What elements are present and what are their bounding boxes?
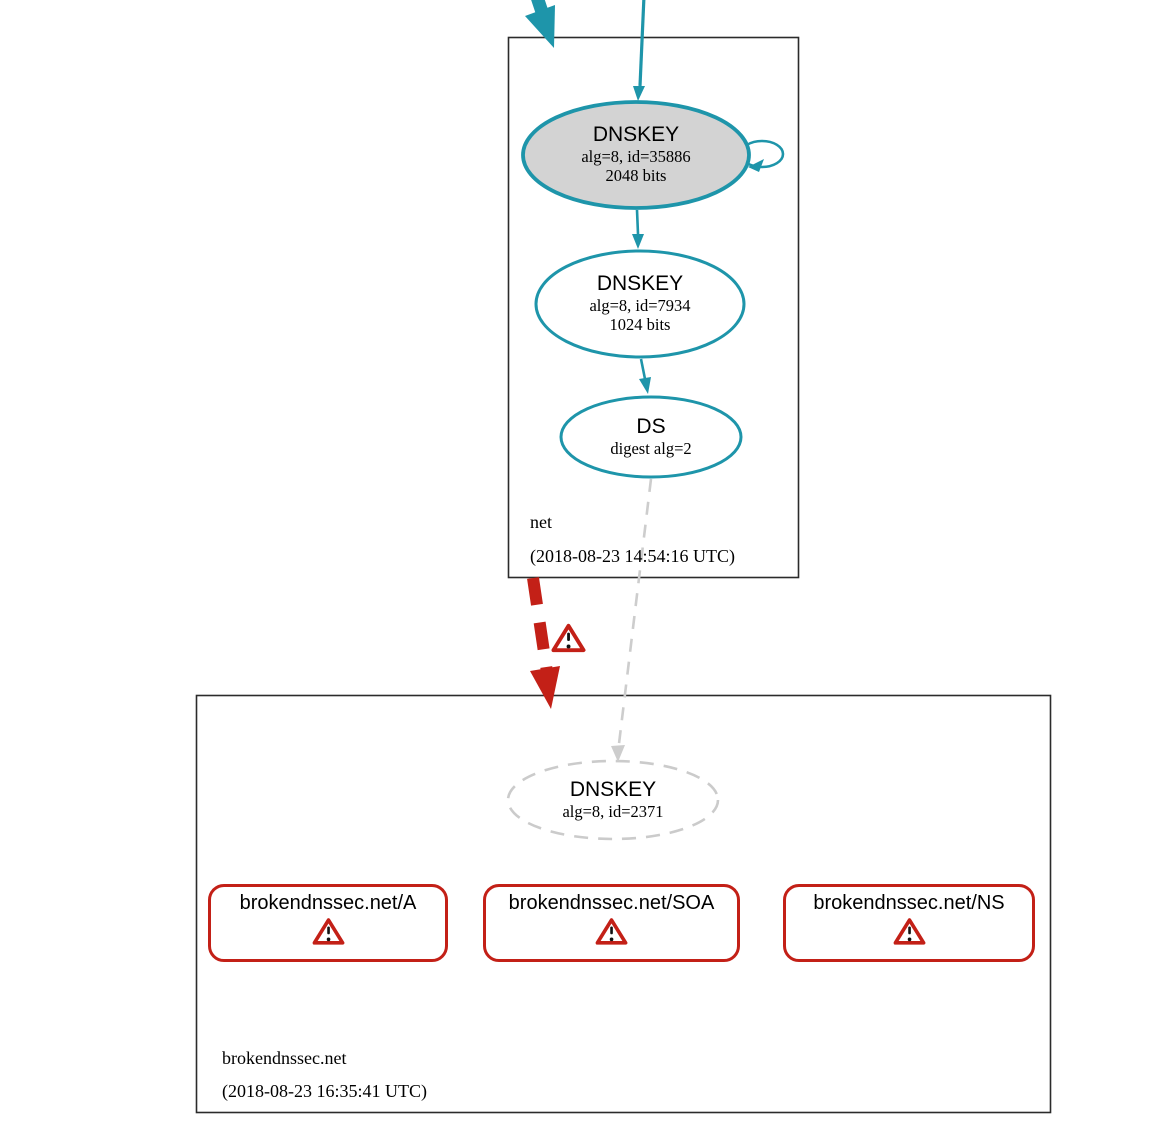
ksk-to-zsk-arrowhead bbox=[632, 234, 644, 249]
warning-icon bbox=[312, 916, 345, 946]
zsk-to-ds-arrow-shaft bbox=[641, 359, 645, 379]
net-zone-name: net bbox=[530, 512, 552, 532]
broken-zone-name: brokendnssec.net bbox=[222, 1048, 347, 1068]
parent-delegation-arrowhead bbox=[525, 5, 555, 48]
bogus-delegation-arrow-shaft bbox=[533, 578, 547, 672]
node-attrs: digest alg=2 bbox=[610, 438, 692, 458]
bogus-delegation-arrowhead bbox=[530, 666, 560, 709]
rrset-label: brokendnssec.net/SOA bbox=[508, 892, 715, 914]
net-ds-label bbox=[610, 416, 691, 458]
node-title: DNSKEY bbox=[596, 272, 684, 296]
node-attrs: alg=8, id=7934 bbox=[589, 295, 691, 315]
node-attrs: alg=8, id=2371 bbox=[562, 801, 664, 821]
rrset-ns-node[interactable] bbox=[783, 884, 1035, 962]
net-zone-timestamp: (2018-08-23 14:54:16 UTC) bbox=[530, 546, 735, 566]
parent-signing-arrow-shaft bbox=[640, 0, 644, 86]
ksk-to-zsk-arrow-shaft bbox=[637, 210, 638, 234]
broken-zone-timestamp: (2018-08-23 16:35:41 UTC) bbox=[222, 1081, 427, 1101]
node-title: DS bbox=[636, 414, 666, 438]
warning-icon[interactable] bbox=[553, 626, 583, 650]
warning-icon bbox=[595, 916, 628, 946]
rrset-soa-node[interactable] bbox=[483, 884, 740, 962]
net-ksk-label bbox=[581, 124, 690, 186]
net-zsk-label bbox=[589, 273, 690, 335]
rrset-a-node[interactable] bbox=[208, 884, 448, 962]
node-attrs: alg=8, id=35886 bbox=[581, 146, 691, 166]
rrset-label: brokendnssec.net/NS bbox=[813, 892, 1005, 914]
rrset-label: brokendnssec.net/A bbox=[239, 892, 417, 914]
node-attrs: 1024 bits bbox=[609, 315, 671, 335]
parent-signing-arrowhead bbox=[633, 86, 645, 101]
node-attrs: 2048 bits bbox=[605, 166, 667, 186]
node-title: DNSKEY bbox=[569, 777, 657, 801]
zsk-to-ds-arrowhead bbox=[639, 377, 651, 394]
warning-icon bbox=[893, 916, 926, 946]
node-title: DNSKEY bbox=[592, 123, 680, 147]
ds-to-dnskey-dashed-arrowhead bbox=[611, 745, 625, 762]
ds-to-dnskey-dashed-arrow-shaft bbox=[618, 479, 651, 752]
broken-dnskey-label bbox=[562, 779, 663, 821]
